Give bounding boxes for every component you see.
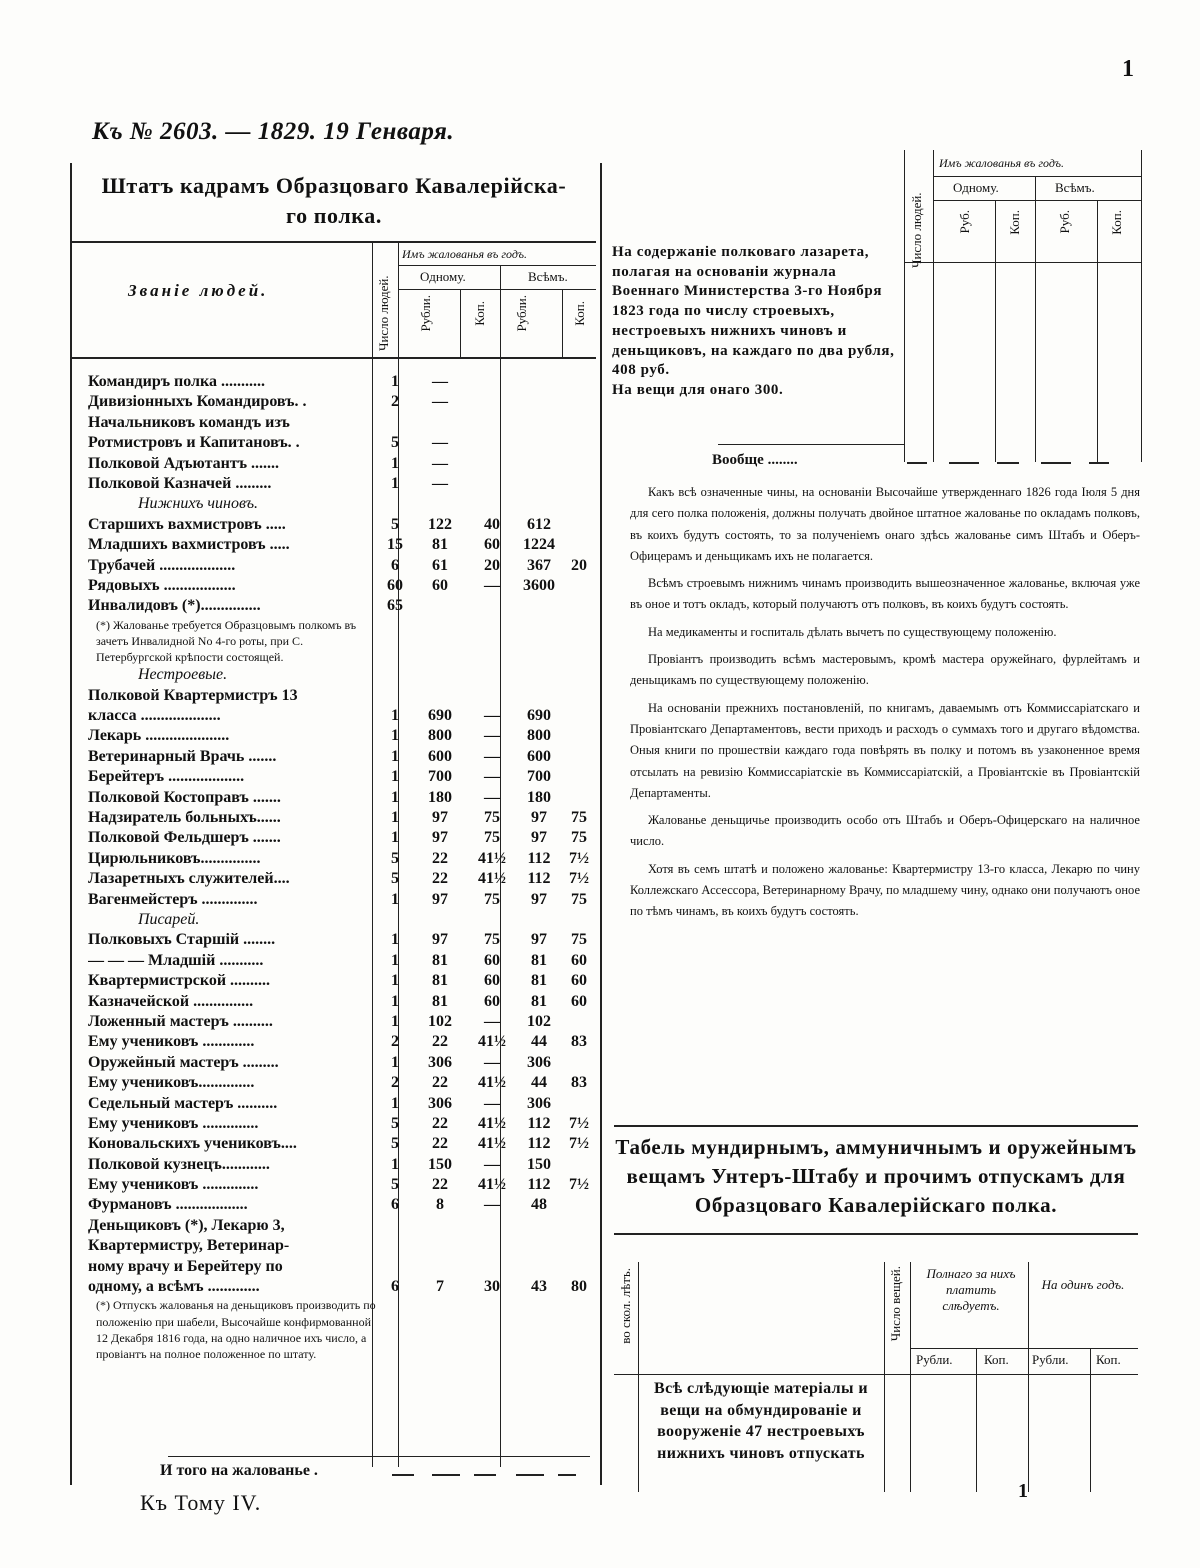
row-kop-one: — bbox=[484, 1094, 500, 1112]
table-row bbox=[88, 556, 588, 576]
lazaret-paragraph bbox=[612, 243, 904, 401]
table-row bbox=[88, 828, 588, 848]
col-kop2-label: Коп. bbox=[572, 301, 587, 326]
table-row bbox=[88, 1053, 588, 1073]
note-paragraph-2: Всѣмъ строевымъ нижнимъ чинамъ производить вышеозначенное жалованье, включая уже въ оное и тотъ окладъ, который получаютъ отъ полковъ, въ коихъ будутъ состоять. bbox=[630, 576, 1140, 612]
row-count: 1 bbox=[391, 373, 399, 390]
row-kop-all: 75 bbox=[571, 931, 587, 949]
lazaret-text: На содержаніе полковаго лазарета, полагая на основаніи журнала Военнаго Министерства 3-го Ноября 1823 года по числу строевыхъ, нестроевыхъ нижнихъ чиновъ и деньщиковъ, на каждаго по два рубля, 408 руб. bbox=[612, 244, 895, 379]
row-rank-name: Старшихъ вахмистровъ ..... bbox=[88, 515, 286, 533]
row-count: 2 bbox=[391, 393, 399, 411]
row-rank-name: Полковой Казначей ......... bbox=[88, 474, 272, 492]
row-rank-name: Командиръ полка ........... bbox=[88, 373, 266, 390]
table-row bbox=[88, 992, 588, 1012]
row-rub-one: 22 bbox=[432, 1033, 448, 1051]
col-count-label: Число людей. bbox=[376, 275, 391, 351]
row-kop-one: — bbox=[484, 1012, 500, 1030]
row-rub-one: 22 bbox=[432, 1114, 448, 1132]
row-kop-one: 20 bbox=[484, 556, 500, 574]
row-count: 1 bbox=[391, 768, 399, 786]
col-rub1-label: Рубли. bbox=[418, 295, 433, 332]
total-dashes bbox=[392, 1466, 576, 1484]
row-rub-all: 112 bbox=[527, 1135, 551, 1153]
row-count: 2 bbox=[391, 1033, 399, 1051]
row-rub-all: 700 bbox=[527, 768, 551, 786]
tabel-kop2: Коп. bbox=[1096, 1352, 1121, 1367]
table-row bbox=[88, 849, 588, 869]
row-rank-name: Начальниковъ командъ изъ bbox=[88, 413, 290, 431]
row-kop-one: — bbox=[484, 727, 500, 745]
staff-table-title bbox=[72, 163, 596, 243]
row-kop-one: 60 bbox=[484, 951, 500, 969]
lazaret-table bbox=[904, 150, 1142, 462]
row-kop-all: 60 bbox=[571, 972, 587, 990]
row-rub-one: 22 bbox=[432, 1074, 448, 1092]
tabel-title: Табель мундирнымъ, аммуничнымъ и оружейнымъ вещамъ Унтеръ-Штабу и прочимъ отпускамъ для Образцоваго Кавалерійскаго полка. bbox=[614, 1125, 1138, 1235]
table-row bbox=[88, 1114, 588, 1134]
table-row bbox=[88, 454, 588, 474]
section-subheading bbox=[88, 665, 588, 685]
staff-title-line1: Штатъ кадрамъ Образцоваго Кавалерійска- bbox=[101, 173, 567, 198]
row-rub-one: 306 bbox=[428, 1094, 452, 1112]
row-kop-one: 75 bbox=[484, 829, 500, 847]
row-kop-one: — bbox=[484, 1196, 500, 1214]
row-kop-all: 60 bbox=[571, 951, 587, 969]
row-kop-all: 83 bbox=[571, 1074, 587, 1092]
col-all-label: Всѣмъ. bbox=[528, 269, 568, 284]
row-kop-all: 7½ bbox=[569, 870, 589, 888]
table-row bbox=[88, 1257, 588, 1277]
row-count: 5 bbox=[391, 849, 399, 867]
r-col-one-label: Одному. bbox=[953, 180, 999, 195]
row-count: 1 bbox=[391, 1012, 399, 1030]
row-kop-all: 7½ bbox=[569, 1135, 589, 1153]
row-rub-all: 97 bbox=[531, 809, 547, 827]
table-row bbox=[88, 1175, 588, 1195]
table-row bbox=[88, 535, 588, 555]
table-row bbox=[88, 890, 588, 910]
table-row bbox=[88, 747, 588, 767]
row-kop-all: 7½ bbox=[569, 849, 589, 867]
row-rank-name: Полковыхъ Старшій ........ bbox=[88, 931, 276, 949]
row-rub-one: 8 bbox=[436, 1196, 444, 1214]
row-count: 1 bbox=[391, 747, 399, 765]
row-rub-all: 112 bbox=[527, 1176, 551, 1194]
row-count: 1 bbox=[391, 809, 399, 827]
col-rank-label: Званіе людей. bbox=[128, 281, 269, 300]
total-label: И того на жалованье . bbox=[160, 1462, 318, 1479]
table-row bbox=[88, 1094, 588, 1114]
row-rub-one: 700 bbox=[428, 768, 452, 786]
row-rank-name: Полковой Фельдшеръ ....... bbox=[88, 829, 281, 847]
row-kop-one: 41½ bbox=[478, 1033, 506, 1051]
row-rub-one: 81 bbox=[432, 972, 448, 990]
row-kop-all: 83 bbox=[571, 1033, 587, 1051]
row-rank-name: Младшихъ вахмистровъ ..... bbox=[88, 536, 290, 554]
table-row bbox=[88, 686, 588, 706]
row-rub-all: 612 bbox=[527, 515, 551, 533]
row-rank-name: Деньщиковъ (*), Лекарю 3, bbox=[88, 1216, 285, 1234]
row-rub-one: 97 bbox=[432, 829, 448, 847]
row-count: 2 bbox=[391, 1074, 399, 1092]
row-rank-name: одному, а всѣмъ ............. bbox=[88, 1278, 260, 1296]
page-footer: Къ Тому IV. bbox=[140, 1490, 262, 1515]
row-rank-name: Квартермистрской .......... bbox=[88, 972, 271, 990]
row-kop-one: — bbox=[484, 707, 500, 725]
row-rank-name: Вагенмейстеръ .............. bbox=[88, 890, 258, 908]
row-kop-one: 41½ bbox=[478, 1074, 506, 1092]
row-count: 1 bbox=[391, 951, 399, 969]
row-rank-name: Фурмановъ .................. bbox=[88, 1196, 248, 1214]
col-rub2-label: Рубли. bbox=[514, 295, 529, 332]
tabel-kop1: Коп. bbox=[984, 1352, 1009, 1367]
row-rub-one: 81 bbox=[432, 951, 448, 969]
table-row bbox=[88, 808, 588, 828]
row-count: 1 bbox=[391, 1053, 399, 1071]
row-rank-name: Инвалидовъ (*)............... bbox=[88, 597, 261, 615]
row-rank-name: ному врачу и Берейтеру по bbox=[88, 1257, 283, 1275]
lazaret-things: На вещи для онаго 300. bbox=[612, 381, 784, 398]
row-rub-all: 81 bbox=[531, 972, 547, 990]
row-rub-one: — bbox=[432, 434, 448, 452]
row-rank-name: Полковой Квартермистръ 13 bbox=[88, 686, 298, 704]
row-rub-all: 97 bbox=[531, 829, 547, 847]
row-rub-all: 97 bbox=[531, 890, 547, 908]
r-col-kop1-label: Коп. bbox=[1007, 210, 1022, 235]
row-rank-name: Ему учениковъ .............. bbox=[88, 1114, 259, 1132]
row-count: 6 bbox=[391, 1278, 399, 1296]
note-paragraph-5: На основаніи прежнихъ постановленій, по книгамъ, даваемымъ отъ Коммиссаріатскаго и Провіантскаго Департаментовъ, вести приходъ и расходъ о суммахъ того и другаго вѣдомства. Оныя книги по прошествіи каждаго года повѣрять въ полку и потомъ въ узаконенное время отсылать на ревизію Коммиссаріатскіе въ Коммиссаріатскій, а Провіантскіе въ Провіантскій Департаменты. bbox=[630, 700, 1140, 800]
page-number: 1 bbox=[1122, 56, 1134, 82]
row-rank-name: Коновальскихъ учениковъ.... bbox=[88, 1135, 297, 1153]
row-rank-name: Ветеринарный Врачь ....... bbox=[88, 747, 277, 765]
section-subheading bbox=[88, 910, 588, 930]
row-rank-name: Рядовыхъ .................. bbox=[88, 576, 236, 594]
tabel-col-full: Полнаго за нихъ платить слѣдуетъ. bbox=[926, 1266, 1016, 1313]
row-kop-one: — bbox=[484, 788, 500, 806]
tabel-col-years: во скол. лѣтъ. bbox=[618, 1268, 633, 1344]
tabel-header bbox=[614, 1262, 1138, 1375]
row-rub-one: 22 bbox=[432, 849, 448, 867]
row-kop-one: — bbox=[484, 747, 500, 765]
row-rank-name: Ему учениковъ ............. bbox=[88, 1033, 255, 1051]
table-row bbox=[88, 1073, 588, 1093]
row-rank-name: Дивизіонныхъ Командировъ. . bbox=[88, 393, 307, 411]
row-kop-one: — bbox=[484, 1053, 500, 1071]
table-row bbox=[88, 1216, 588, 1236]
row-rub-all: 1224 bbox=[523, 536, 555, 554]
row-kop-one: 40 bbox=[484, 515, 500, 533]
row-count: 1 bbox=[391, 474, 399, 492]
row-rub-one: 97 bbox=[432, 890, 448, 908]
row-rub-one: 81 bbox=[432, 992, 448, 1010]
row-rub-all: 3600 bbox=[523, 576, 555, 594]
row-rank-name: Ему учениковъ .............. bbox=[88, 1176, 259, 1194]
table-row bbox=[88, 1195, 588, 1215]
row-count: 1 bbox=[391, 788, 399, 806]
row-kop-one: 60 bbox=[484, 992, 500, 1010]
row-rank-name: Ложенный мастеръ .......... bbox=[88, 1012, 273, 1030]
col-salary-label: Имъ жалованья въ годъ. bbox=[402, 247, 527, 261]
table-row bbox=[88, 951, 588, 971]
tabel-rub1: Рубли. bbox=[916, 1352, 953, 1367]
row-rub-all: 306 bbox=[527, 1094, 551, 1112]
row-rank-name: Ему учениковъ.............. bbox=[88, 1074, 255, 1092]
section-subheading-label: Писарей. bbox=[138, 910, 200, 928]
row-kop-one: — bbox=[484, 768, 500, 786]
row-count: 65 bbox=[387, 597, 403, 615]
note-paragraph-1: Какъ всѣ означенные чины, на основаніи Высочайше утвержденнаго 1826 года Іюля 5 дня для сего полка положенія, должны получать двойное штатное жалованье по окладамъ полковъ, въ коихъ будутъ состоять, то за полученіемъ онаго здѣсь жалованье симъ Штабъ и Оберъ-Офицерамъ и деньщикамъ ихъ не полагается. bbox=[630, 485, 1140, 563]
note-paragraph-4: Провіантъ производить всѣмъ мастеровымъ, кромѣ мастера оружейнаго, фурлейтамъ и деньщикамъ по существующему положенію. bbox=[630, 652, 1140, 688]
row-rub-all: 306 bbox=[527, 1053, 551, 1071]
row-kop-one: — bbox=[484, 576, 500, 594]
row-rub-all: 44 bbox=[531, 1074, 547, 1092]
row-count: 5 bbox=[391, 870, 399, 888]
row-rank-name: Квартермистру, Ветеринар- bbox=[88, 1237, 290, 1255]
vobshe-rule bbox=[718, 444, 904, 445]
row-rub-one: 97 bbox=[432, 931, 448, 949]
row-count: 1 bbox=[391, 707, 399, 725]
row-rub-all: 112 bbox=[527, 849, 551, 867]
row-count: 1 bbox=[391, 1155, 399, 1173]
tabel-col-count: Число вещей. bbox=[888, 1266, 903, 1342]
page-header: Къ № 2603. — 1829. 19 Генваря. bbox=[92, 118, 455, 145]
table-row bbox=[88, 706, 588, 726]
row-rub-one: 600 bbox=[428, 747, 452, 765]
table-row bbox=[88, 726, 588, 746]
staff-title-line2: го полка. bbox=[286, 203, 382, 228]
row-rub-one: — bbox=[432, 474, 448, 492]
row-count: 15 bbox=[387, 536, 403, 554]
col-kop1-label: Коп. bbox=[472, 301, 487, 326]
row-kop-all: 7½ bbox=[569, 1114, 589, 1132]
row-count: 6 bbox=[391, 1196, 399, 1214]
table-row bbox=[88, 1236, 588, 1256]
table-row bbox=[88, 869, 588, 889]
row-rank-name: Надзиратель больныхъ...... bbox=[88, 809, 281, 827]
row-rub-one: 61 bbox=[432, 556, 448, 574]
tabel-rub2: Рубли. bbox=[1032, 1352, 1069, 1367]
row-count: 5 bbox=[391, 1114, 399, 1132]
table-row bbox=[88, 767, 588, 787]
tabel-text: Всѣ слѣдующіе матеріалы и вещи на обмундированіе и вооруженіе 47 нестроевыхъ нижнихъ чиновъ отпускать bbox=[654, 1380, 868, 1462]
row-kop-one: — bbox=[484, 1155, 500, 1173]
row-rub-one: 22 bbox=[432, 870, 448, 888]
section-subheading bbox=[88, 494, 588, 514]
section-subheading-label: Нижнихъ чиновъ. bbox=[138, 495, 258, 513]
total-rule bbox=[168, 1456, 590, 1457]
table-row bbox=[88, 788, 588, 808]
row-rank-name: Цирюльниковъ............... bbox=[88, 849, 261, 867]
row-rub-all: 43 bbox=[531, 1278, 547, 1296]
row-kop-one: 41½ bbox=[478, 1135, 506, 1153]
row-count: 5 bbox=[391, 515, 399, 533]
row-kop-one: 75 bbox=[484, 809, 500, 827]
table-row bbox=[88, 1032, 588, 1052]
row-rub-one: — bbox=[432, 454, 448, 472]
row-kop-all: 20 bbox=[571, 556, 587, 574]
row-count: 1 bbox=[391, 931, 399, 949]
r-col-rub2-label: Руб. bbox=[1057, 210, 1072, 234]
table-row bbox=[88, 1134, 588, 1154]
row-rub-all: 800 bbox=[527, 727, 551, 745]
table-footnote: (*) Отпускъ жалованья на деньщиковъ производить по положенію при шабели, Высочайше конфирмованной 12 Декабря 1816 года, на одно наличное ихъ число, а провіантъ на полное положенное по штату. bbox=[96, 1298, 376, 1362]
row-rub-one: 122 bbox=[428, 515, 452, 533]
row-rank-name: Берейтеръ ................... bbox=[88, 768, 245, 786]
table-row bbox=[88, 433, 588, 453]
row-rank-name: — — — Младшій ........... bbox=[88, 951, 264, 969]
row-kop-all: 7½ bbox=[569, 1176, 589, 1194]
row-rank-name: Полковой кузнецъ............ bbox=[88, 1155, 270, 1173]
row-kop-one: 60 bbox=[484, 972, 500, 990]
vobshe-label: Вообще ........ bbox=[712, 452, 798, 468]
table-row bbox=[88, 413, 588, 433]
table-row bbox=[88, 1155, 588, 1175]
row-rub-all: 112 bbox=[527, 1114, 551, 1132]
note-paragraph-7: Хотя въ семъ штатѣ и положено жалованье: Квартермистру 13-го класса, Лекарю по чину Коллежскаго Ассессора, Ветеринарному Врачу, по младшему чину, однако они получаютъ оное по тѣмъ чинамъ, въ коихъ будутъ состоять. bbox=[630, 861, 1140, 919]
section-subheading-label: Нестроевые. bbox=[138, 666, 228, 684]
row-count: 1 bbox=[391, 454, 399, 472]
row-rub-one: 150 bbox=[428, 1155, 452, 1173]
row-kop-all: 75 bbox=[571, 890, 587, 908]
row-rub-one: 22 bbox=[432, 1176, 448, 1194]
row-rub-one: 180 bbox=[428, 788, 452, 806]
row-rub-all: 48 bbox=[531, 1196, 547, 1214]
row-rub-one: 690 bbox=[428, 707, 452, 725]
row-kop-one: 30 bbox=[484, 1278, 500, 1296]
row-rank-name: Ротмистровъ и Капитановъ. . bbox=[88, 434, 300, 452]
row-rub-all: 81 bbox=[531, 992, 547, 1010]
row-count: 1 bbox=[391, 727, 399, 745]
row-kop-one: 41½ bbox=[478, 870, 506, 888]
note-paragraph-3: На медикаменты и госпиталь дѣлать вычетъ по существующему положенію. bbox=[648, 624, 1057, 639]
table-row bbox=[88, 971, 588, 991]
row-rub-all: 44 bbox=[531, 1033, 547, 1051]
table-row bbox=[88, 474, 588, 494]
row-rub-all: 180 bbox=[527, 788, 551, 806]
row-kop-all: 80 bbox=[571, 1278, 587, 1296]
row-rank-name: Лазаретныхъ служителей.... bbox=[88, 870, 290, 888]
row-kop-one: 75 bbox=[484, 931, 500, 949]
table-row bbox=[88, 1012, 588, 1032]
row-rank-name: Полковой Костоправъ ....... bbox=[88, 788, 281, 806]
row-rub-one: — bbox=[432, 393, 448, 411]
row-rank-name: Трубачей ................... bbox=[88, 556, 236, 574]
row-kop-one: 60 bbox=[484, 536, 500, 554]
row-kop-all: 75 bbox=[571, 809, 587, 827]
row-kop-one: 41½ bbox=[478, 849, 506, 867]
bottom-page-number: 1 bbox=[1018, 1480, 1028, 1502]
row-rub-one: 102 bbox=[428, 1012, 452, 1030]
note-paragraph-6: Жалованье деньщичье производить особо отъ Штабъ и Оберъ-Офицерскаго на наличное число. bbox=[630, 813, 1140, 849]
row-rub-one: 60 bbox=[432, 576, 448, 594]
row-rank-name: Лекарь ..................... bbox=[88, 727, 230, 745]
table-row bbox=[88, 372, 588, 392]
row-count: 6 bbox=[391, 556, 399, 574]
vobshe-dashes bbox=[907, 454, 1109, 472]
row-rub-one: 22 bbox=[432, 1135, 448, 1153]
row-kop-one: 41½ bbox=[478, 1176, 506, 1194]
row-rub-all: 600 bbox=[527, 747, 551, 765]
row-kop-one: 41½ bbox=[478, 1114, 506, 1132]
row-count: 1 bbox=[391, 1094, 399, 1112]
row-rub-all: 81 bbox=[531, 951, 547, 969]
row-count: 60 bbox=[387, 576, 403, 594]
r-col-rub1-label: Руб. bbox=[957, 210, 972, 234]
table-row bbox=[88, 515, 588, 535]
row-rank-name: Седельный мастеръ .......... bbox=[88, 1094, 278, 1112]
row-rank-name: Казначейской ............... bbox=[88, 992, 254, 1010]
r-col-count-label: Число людей. bbox=[909, 192, 924, 268]
row-count: 5 bbox=[391, 1135, 399, 1153]
row-kop-one: 75 bbox=[484, 890, 500, 908]
table-row bbox=[88, 1277, 588, 1297]
row-rank-name: Полковой Адъютантъ ....... bbox=[88, 454, 280, 472]
staff-table bbox=[88, 372, 588, 1362]
row-count: 5 bbox=[391, 1176, 399, 1194]
row-kop-all: 60 bbox=[571, 992, 587, 1010]
row-rub-all: 97 bbox=[531, 931, 547, 949]
row-count: 5 bbox=[391, 434, 399, 452]
row-rank-name: Оружейный мастеръ ......... bbox=[88, 1053, 279, 1071]
r-col-kop2-label: Коп. bbox=[1109, 210, 1124, 235]
tabel-col-year: На одинъ годъ. bbox=[1041, 1277, 1125, 1292]
table-row bbox=[88, 392, 588, 412]
table-footnote: (*) Жалованье требуется Образцовымъ полкомъ въ зачетъ Инвалидной No 4-го роты, при С. Петербургской крѣпости состоящей. bbox=[96, 617, 357, 665]
table-row bbox=[88, 930, 588, 950]
row-rub-one: 306 bbox=[428, 1053, 452, 1071]
row-rub-all: 102 bbox=[527, 1012, 551, 1030]
row-rub-all: 367 bbox=[527, 556, 551, 574]
table-row bbox=[88, 596, 588, 616]
r-col-salary-label: Имъ жалованья въ годъ. bbox=[939, 156, 1064, 170]
row-rank-name: класса .................... bbox=[88, 707, 221, 725]
row-count: 1 bbox=[391, 992, 399, 1010]
row-rub-all: 690 bbox=[527, 707, 551, 725]
row-kop-all: 75 bbox=[571, 829, 587, 847]
row-rub-one: — bbox=[432, 373, 448, 390]
table-row bbox=[88, 576, 588, 596]
staff-column-header bbox=[72, 243, 596, 359]
row-rub-all: 112 bbox=[527, 870, 551, 888]
notes-block bbox=[630, 482, 1140, 923]
row-count: 1 bbox=[391, 829, 399, 847]
row-count: 1 bbox=[391, 890, 399, 908]
row-rub-one: 97 bbox=[432, 809, 448, 827]
row-rub-one: 81 bbox=[432, 536, 448, 554]
row-count: 1 bbox=[391, 972, 399, 990]
row-rub-one: 800 bbox=[428, 727, 452, 745]
row-rub-all: 150 bbox=[527, 1155, 551, 1173]
col-one-label: Одному. bbox=[420, 269, 466, 284]
r-col-all-label: Всѣмъ. bbox=[1055, 180, 1095, 195]
row-rub-one: 7 bbox=[436, 1278, 444, 1296]
